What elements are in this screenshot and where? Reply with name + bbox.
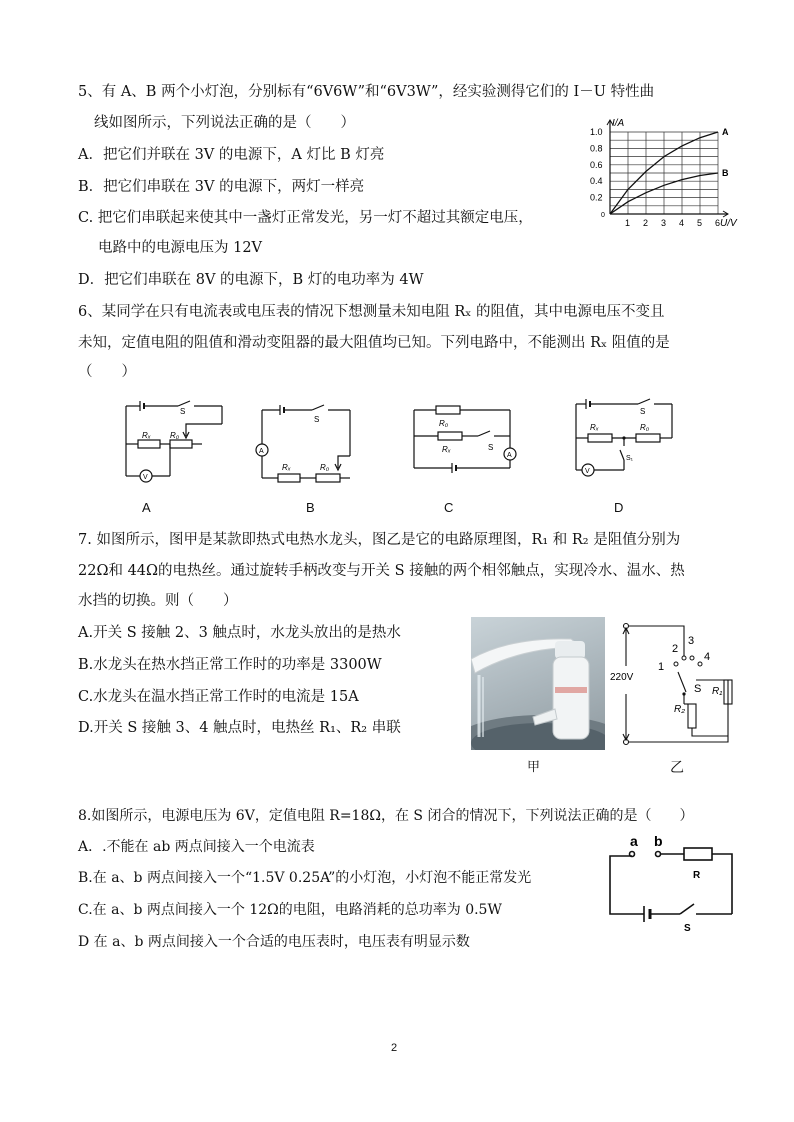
circuit-a-rx: Rₓ (142, 431, 151, 440)
q5-option-d: D．把它们串联在 8V 的电源下，B 灯的电功率为 4W (78, 272, 424, 288)
q7-option-b: B.水龙头在热水挡正常工作时的功率是 3300W (78, 657, 382, 673)
q7-stem-line1: 7. 如图所示，图甲是某款即热式电热水龙头，图乙是它的电路原理图，R₁ 和 R₂ 是阻值分别为 (78, 532, 681, 548)
circuit-a-s: S (180, 407, 186, 416)
circuit-c-ammeter: A (507, 452, 512, 459)
q5-option-c-line2: 电路中的电源电压为 12V (98, 240, 263, 256)
circuit-b-ammeter: A (259, 448, 264, 455)
circuit-b-rx: Rₓ (282, 463, 291, 472)
circuit-a-label: A (142, 500, 151, 515)
q8-circuit-diagram (604, 832, 738, 932)
q5-option-c-line1: C. 把它们串联起来使其中一盏灯正常发光，另一灯不超过其额定电压， (78, 210, 533, 226)
y-tick-label: 0.2 (590, 192, 603, 203)
circuit-d-voltmeter: V (585, 468, 590, 475)
circuit-b-s: S (314, 415, 320, 424)
circuit-d (568, 398, 680, 490)
q5-stem-line1: 5、有 A、B 两个小灯泡，分别标有“6V6W”和“6V3W”，经实验测得它们的 I－U 特性曲 (78, 84, 655, 100)
circuit-d-r0: R₀ (640, 423, 650, 432)
resistor-r1-label: R₁ (712, 686, 723, 697)
origin-label: 0 (601, 212, 605, 219)
x-tick-label: 2 (643, 218, 649, 228)
circuit-d-rx: Rₓ (590, 423, 599, 432)
contact-1: 1 (658, 661, 665, 673)
chart-grid (610, 132, 718, 214)
q6-stem-line3: （ ） (78, 364, 136, 380)
circuit-d-s1: S₁ (626, 455, 634, 462)
circuit-b-r0: R₀ (320, 463, 330, 472)
circuit-d-label: D (614, 500, 624, 515)
q5-option-b: B．把它们串联在 3V 的电源下，两灯一样亮 (78, 179, 365, 195)
contact-4: 4 (704, 651, 711, 663)
contact-3: 3 (688, 635, 695, 647)
circuit-b (250, 398, 360, 490)
switch-s-label: S (694, 683, 702, 695)
x-tick-label: 4 (679, 218, 685, 228)
q8-option-d: D 在 a、b 两点间接入一个合适的电压表时，电压表有明显示数 (78, 934, 470, 950)
faucet-photo (471, 617, 605, 750)
q7-option-c: C.水龙头在温水挡正常工作时的电流是 15A (78, 689, 359, 705)
x-tick-label: 1 (625, 218, 631, 228)
q6-stem-line2: 未知，定值电阻的阻值和滑动变阻器的最大阻值均已知。下列电路中，不能测出 Rₓ 阻值的是 (78, 335, 670, 351)
figure-yi-label: 乙 (670, 760, 684, 776)
switch-s-label: S (684, 923, 691, 932)
x-axis-label: U/V (720, 218, 737, 229)
contact-2: 2 (672, 643, 679, 655)
y-axis-label: I/A (612, 118, 625, 129)
q7-stem-line2: 22Ω和 44Ω的电热丝。通过旋转手柄改变与开关 S 接触的两个相邻触点，实现冷水、温水、热 (78, 563, 685, 579)
y-tick-label: 0.4 (590, 176, 603, 187)
x-tick-label: 5 (697, 218, 703, 228)
terminal-a: a (630, 833, 638, 849)
circuit-a-voltmeter: V (143, 474, 148, 481)
page-number: 2 (391, 1042, 398, 1054)
q8-option-c: C.在 a、b 两点间接入一个 12Ω的电阻，电路消耗的总功率为 0.5W (78, 902, 502, 918)
circuit-c-s: S (488, 443, 494, 452)
q8-stem: 8.如图所示，电源电压为 6V，定值电阻 R=18Ω，在 S 闭合的情况下，下列说法正确的是（ ） (78, 808, 694, 824)
q6-stem-line1: 6、某同学在只有电流表或电压表的情况下想测量未知电阻 Rₓ 的阻值，其中电源电压不变且 (78, 304, 665, 320)
q7-option-a: A.开关 S 接触 2、3 触点时，水龙头放出的是热水 (78, 625, 401, 641)
circuit-a-r0: R₀ (170, 431, 180, 440)
circuit-a (116, 398, 228, 490)
q5-option-a: A．把它们并联在 3V 的电源下，A 灯比 B 灯亮 (78, 147, 385, 163)
q7-stem-line3: 水挡的切换。则（ ） (78, 593, 238, 609)
heater-circuit-diagram (604, 616, 746, 756)
x-tick-label: 6 (715, 218, 721, 228)
series-label-B: B (722, 168, 729, 178)
circuit-c (408, 398, 518, 478)
circuit-c-r0: R₀ (439, 419, 449, 428)
resistor-r2-label: R₂ (674, 704, 686, 715)
y-tick-label: 0.6 (590, 159, 603, 170)
terminal-b: b (654, 833, 663, 849)
q8-option-a: A．.不能在 ab 两点间接入一个电流表 (78, 839, 315, 855)
figure-jia-label: 甲 (527, 760, 541, 775)
series-label-A: A (722, 127, 729, 137)
q8-option-b: B.在 a、b 两点间接入一个“1.5V 0.25A”的小灯泡，小灯泡不能正常发光 (78, 870, 532, 886)
x-tick-label: 3 (661, 218, 667, 228)
y-tick-label: 0.8 (590, 143, 603, 154)
circuit-c-label: C (444, 500, 454, 515)
circuit-b-label: B (306, 500, 315, 515)
q7-option-d: D.开关 S 接触 3、4 触点时，电热丝 R₁、R₂ 串联 (78, 720, 401, 736)
circuit-d-s: S (640, 407, 646, 416)
q5-stem-line2: 线如图所示，下列说法正确的是（ ） (94, 115, 355, 131)
y-tick-label: 1.0 (590, 127, 603, 137)
iu-characteristic-chart (572, 113, 752, 235)
circuit-voltage-label: 220V (610, 672, 634, 683)
circuit-c-rx: Rₓ (442, 445, 451, 454)
resistor-r-label: R (693, 870, 701, 881)
